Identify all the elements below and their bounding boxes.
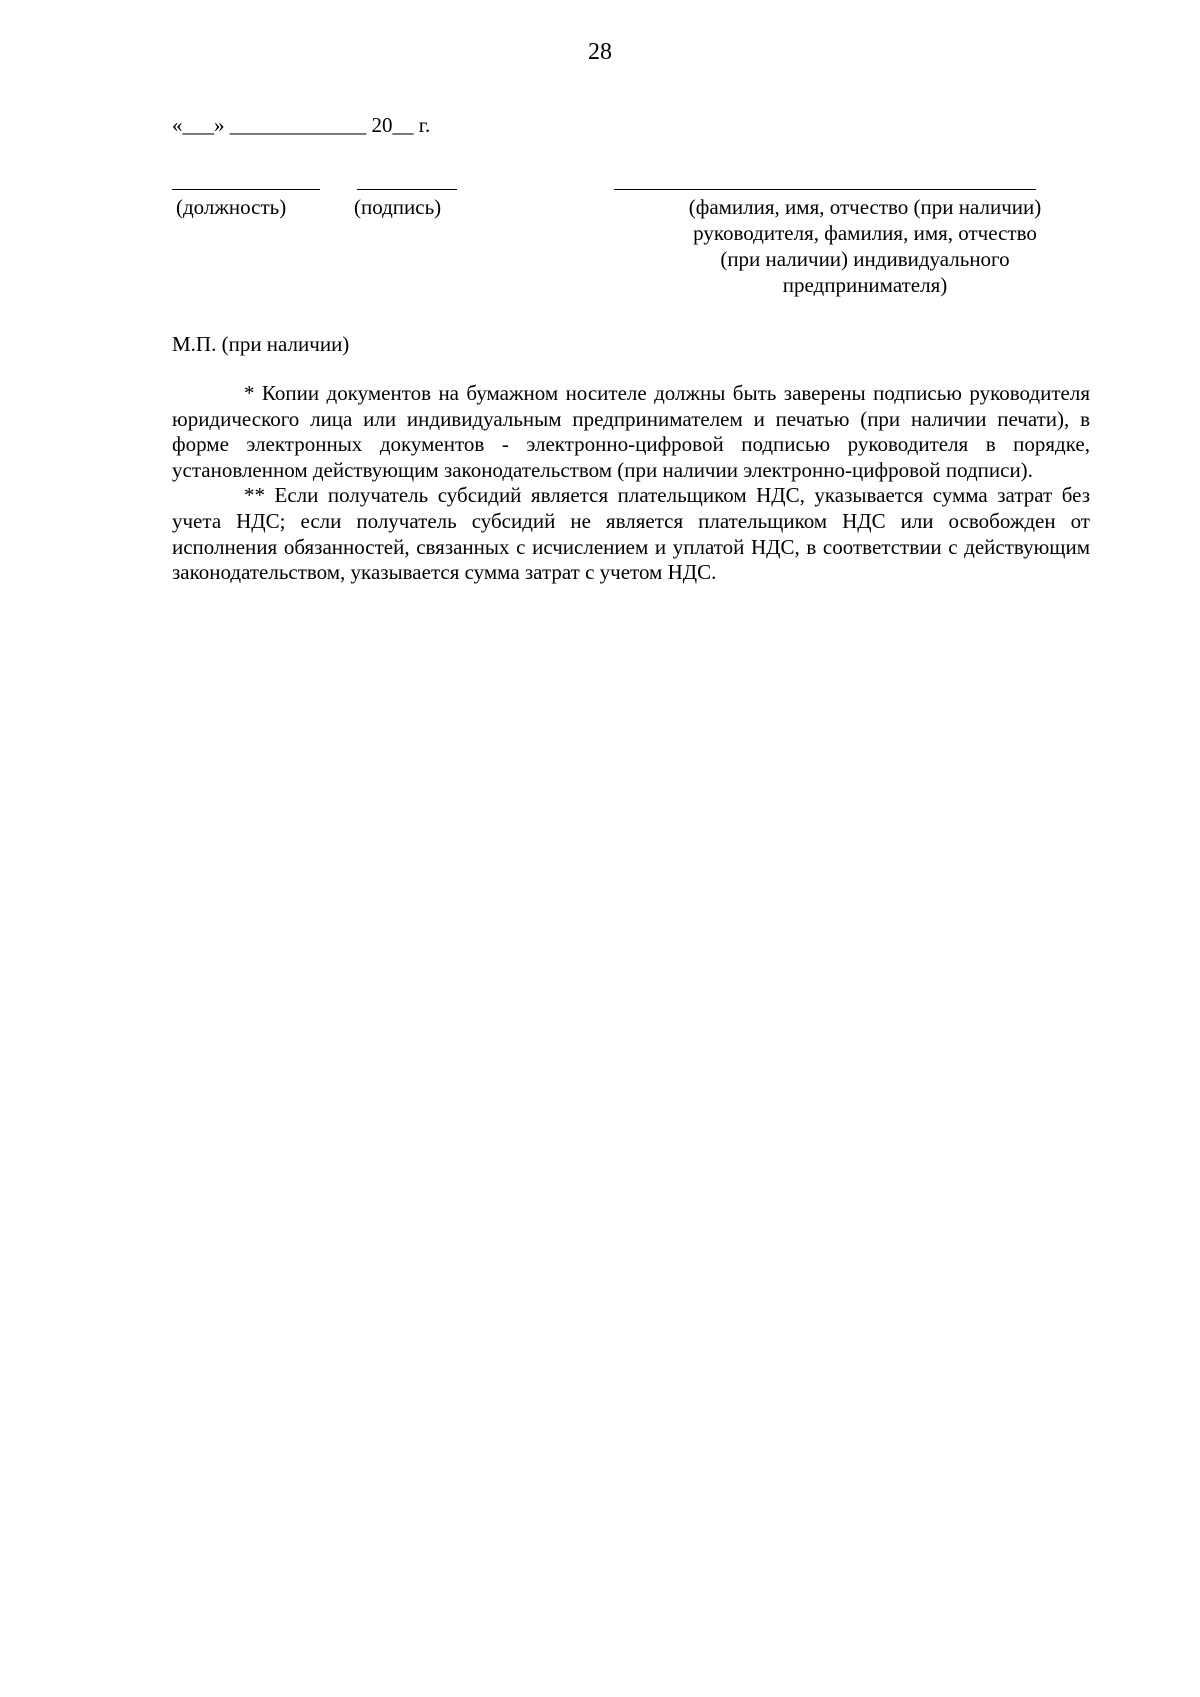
signature-underline [357,189,457,190]
fullname-caption [630,194,1100,298]
fullname-underline [614,189,1036,190]
page-number: 28 [588,39,612,65]
position-caption: (должность) [176,195,287,219]
fullname-caption-line: (при наличии) индивидуального [720,247,1010,271]
fullname-caption-line: (фамилия, имя, отчество (при наличии) [688,195,1042,219]
fullname-caption-line: руководителя, фамилия, имя, отчество [693,221,1037,245]
stamp-placeholder: М.П. (при наличии) [172,332,350,356]
signature-caption: (подпись) [354,195,442,219]
footnote-single-asterisk: * Копии документов на бумажном носителе должны быть заверены подписью руководителя юридического лица или индивидуальным предпринимателем и печатью (при наличии печати), в форме электронных документов - электронно-цифровой подписью руководителя в порядке, установленном действующим законодательством (при наличии электронно-цифровой подписи). [172,381,1090,482]
date-line: «___» _____________ 20__ г. [172,113,431,137]
footnotes [172,381,1090,586]
fullname-caption-line: предпринимателя) [782,273,948,297]
position-underline [172,189,320,190]
footnote-double-asterisk: ** Если получатель субсидий является плательщиком НДС, указывается сумма затрат без учета НДС; если получатель субсидий не является плательщиком НДС или освобожден от исполнения обязанностей, связанных с исчислением и уплатой НДС, в соответствии с действующим законодательством, указывается сумма затрат с учетом НДС. [172,483,1090,585]
